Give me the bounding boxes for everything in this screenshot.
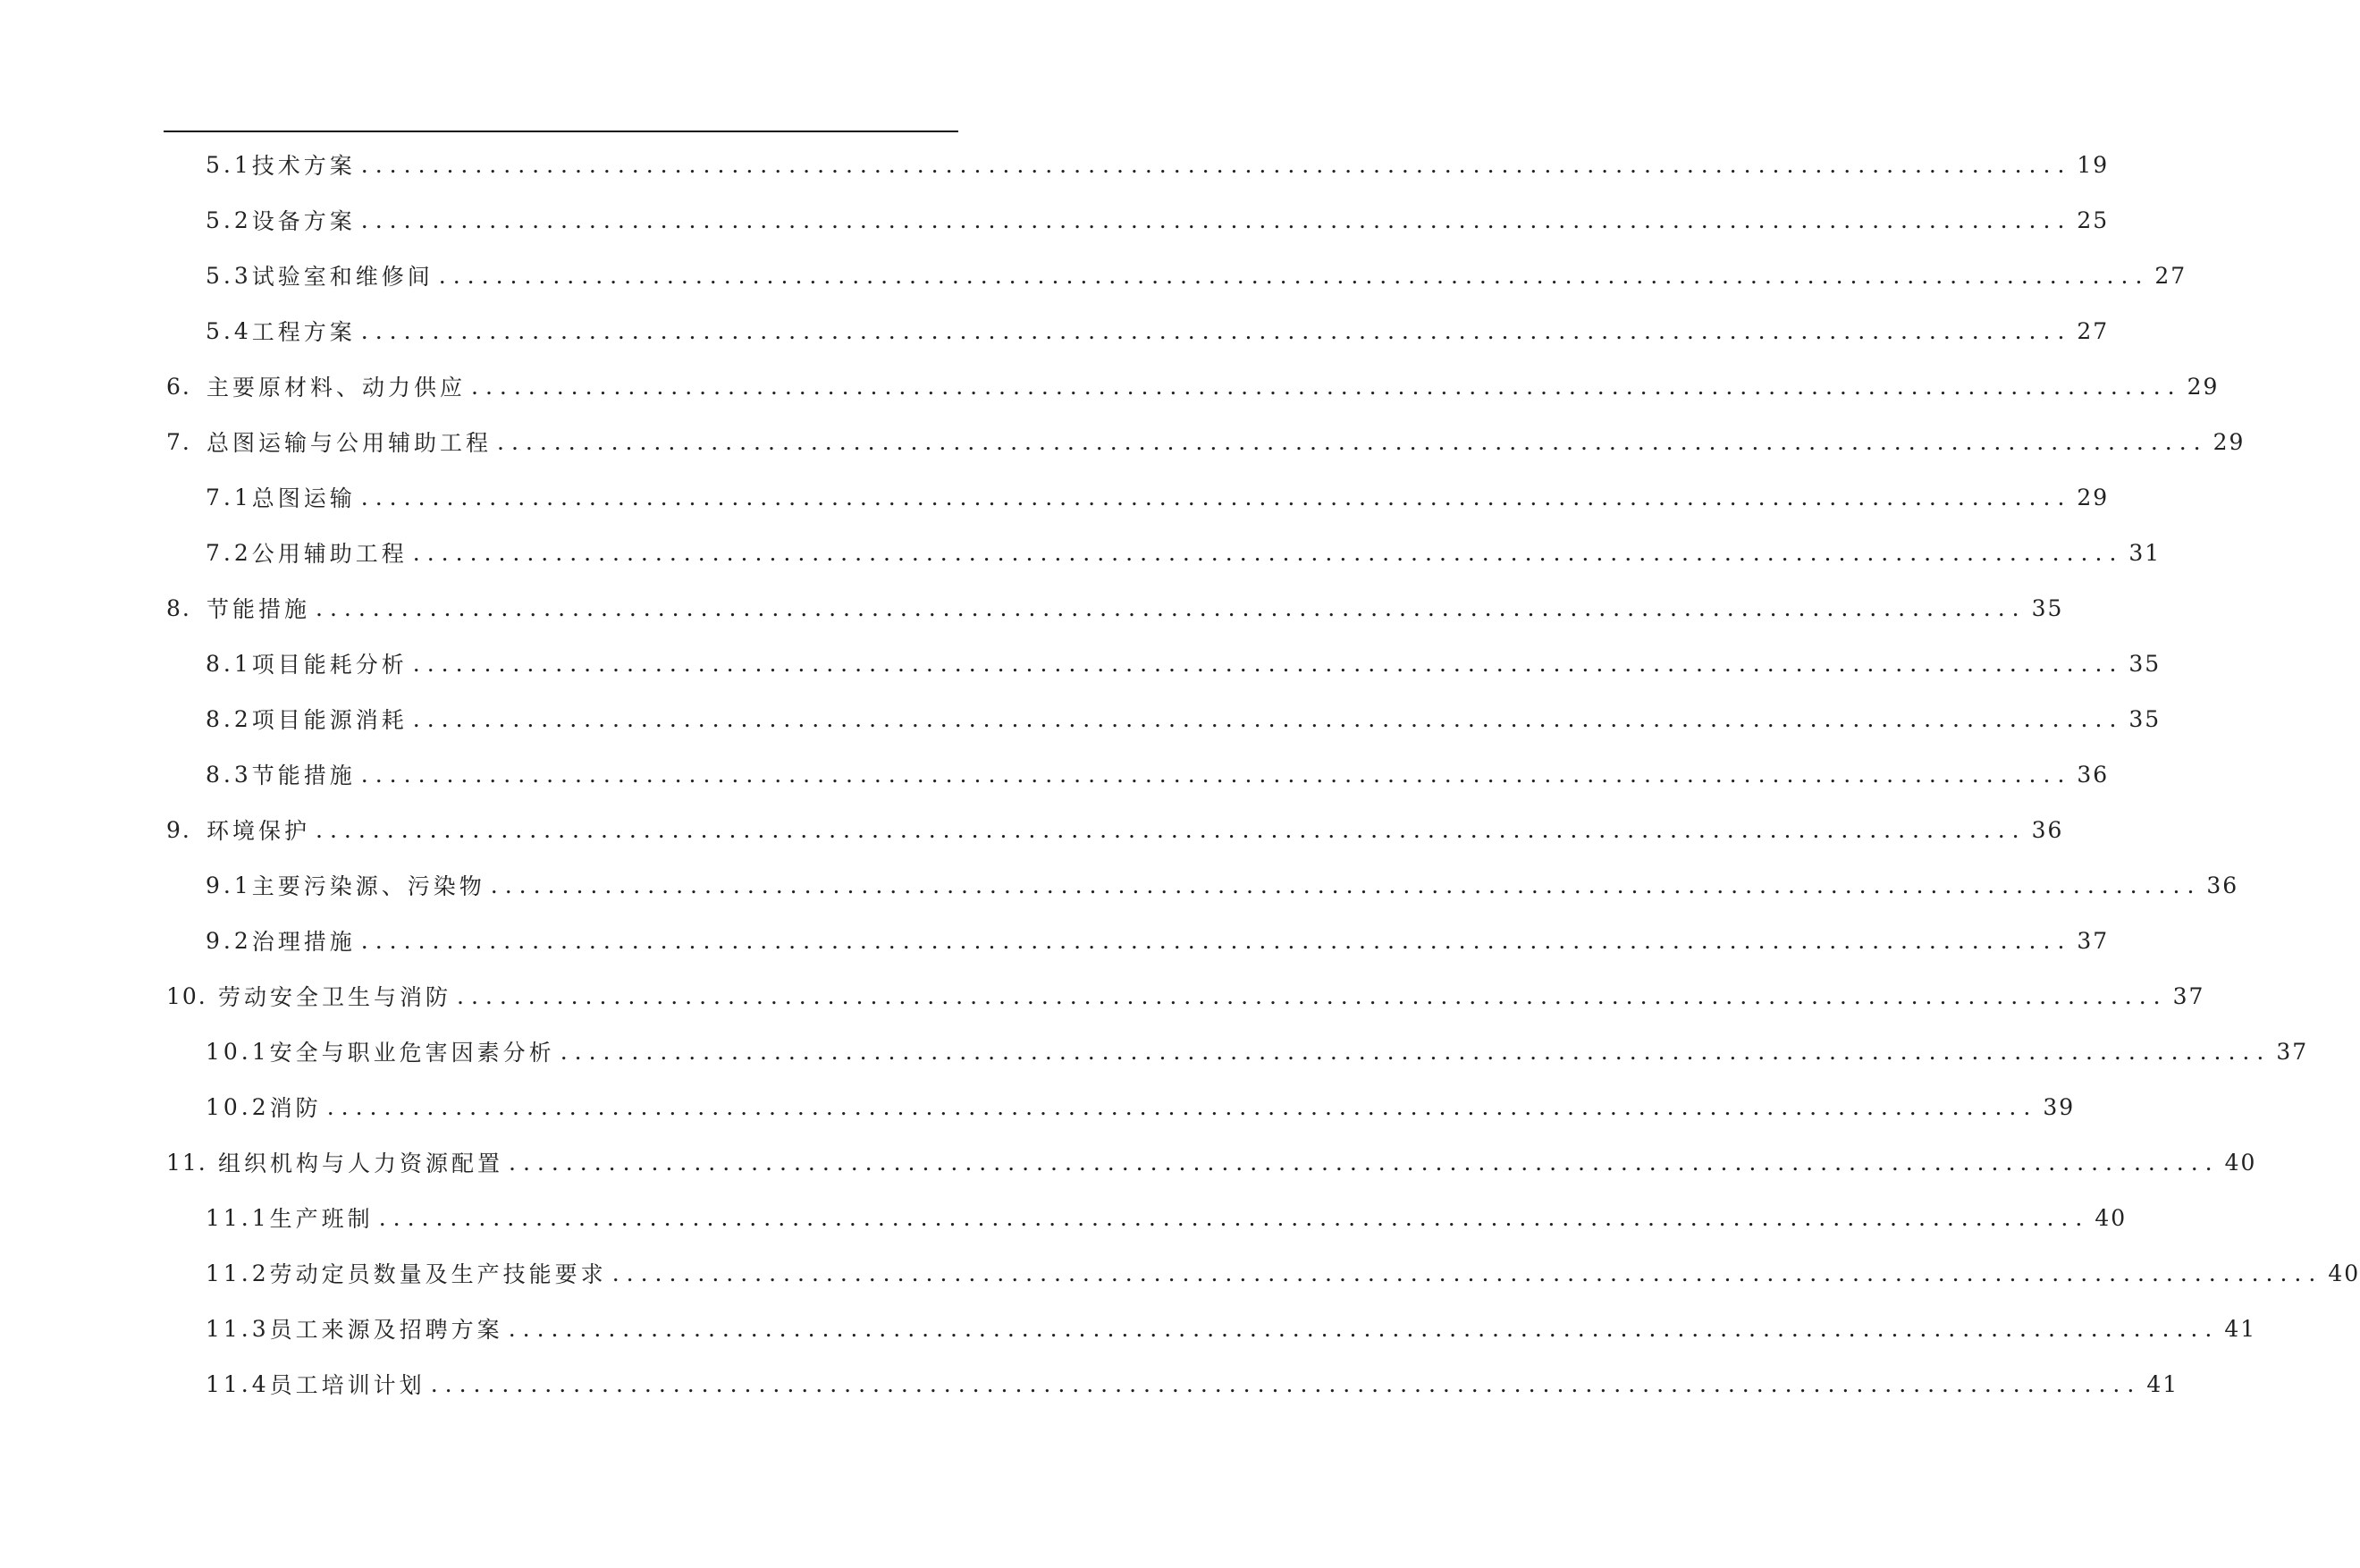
toc-entry-number: 11.3 [206, 1315, 270, 1342]
toc-entry-title: 设备方案 [251, 208, 356, 234]
toc-entry-title: 节能措施 [251, 763, 356, 788]
toc-leader-dots: ........................................................................................................................ [509, 1149, 2220, 1176]
toc-entry-page: 41 [2224, 1315, 2257, 1342]
toc-leader-dots: ........................................................................................................................ [457, 982, 2168, 1009]
toc-leader-dots: ........................................................................................................................ [378, 1204, 2090, 1231]
toc-entry-number: 8.1 [206, 650, 252, 677]
toc-leader-dots: ........................................................................................................................ [412, 650, 2124, 677]
toc-entry-page: 29 [2077, 484, 2110, 510]
toc-entry-number: 11.1 [206, 1204, 270, 1231]
toc-leader-dots: ........................................................................................................................ [560, 1038, 2272, 1065]
toc-entry-page: 36 [2031, 816, 2064, 843]
toc-entry-9[interactable] [166, 810, 2064, 849]
header-rule [164, 131, 958, 132]
toc-entry-number: 11.4 [206, 1370, 270, 1397]
toc-leader-dots: ........................................................................................................................ [360, 207, 2072, 233]
toc-entry-number: 8.2 [206, 705, 252, 732]
toc-entry-number: 10. [166, 982, 207, 1009]
toc-entry-9-2[interactable] [206, 921, 2110, 960]
toc-entry-8[interactable] [166, 588, 2064, 628]
toc-entry-page: 25 [2077, 207, 2110, 233]
toc-entry-page: 29 [2212, 428, 2246, 455]
toc-entry-8-3[interactable] [206, 754, 2110, 794]
toc-entry-number: 6. [166, 373, 191, 400]
toc-entry-7-1[interactable] [206, 477, 2110, 517]
toc-leader-dots: ........................................................................................................................ [360, 317, 2072, 344]
toc-entry-number: 5.2 [206, 207, 252, 233]
toc-entry-number: 7. [166, 428, 191, 455]
toc-entry-title: 技术方案 [251, 153, 356, 179]
toc-entry-page: 35 [2128, 705, 2162, 732]
toc-entry-title: 总图运输 [251, 485, 356, 511]
toc-leader-dots: ........................................................................................................................ [412, 539, 2124, 566]
toc-entry-number: 8. [166, 594, 191, 621]
toc-entry-title: 总图运输与公用辅助工程 [206, 430, 493, 456]
toc-entry-page: 29 [2187, 373, 2220, 400]
toc-entry-10-1[interactable] [206, 1032, 2309, 1071]
toc-entry-title: 生产班制 [269, 1206, 374, 1232]
toc-entry-title: 劳动定员数量及生产技能要求 [269, 1261, 607, 1287]
toc-leader-dots: ........................................................................................................................ [360, 151, 2072, 178]
toc-entry-title: 节能措施 [206, 596, 311, 622]
toc-entry-10[interactable] [166, 976, 2205, 1016]
toc-leader-dots: ........................................................................................................................ [316, 594, 2027, 621]
toc-leader-dots: ........................................................................................................................ [611, 1260, 2323, 1286]
toc-entry-title: 工程方案 [251, 319, 356, 345]
toc-entry-title: 劳动安全卫生与消防 [218, 984, 452, 1010]
toc-entry-number: 5.3 [206, 262, 252, 289]
toc-entry-number: 5.1 [206, 151, 252, 178]
toc-entry-title: 试验室和维修间 [251, 264, 434, 290]
toc-entry-number: 11. [166, 1149, 207, 1176]
toc-entry-number: 9.1 [206, 872, 252, 898]
toc-entry-title: 项目能源消耗 [251, 707, 408, 733]
toc-entry-number: 10.1 [206, 1038, 270, 1065]
toc-entry-11-4[interactable] [206, 1364, 2179, 1404]
toc-entry-7-2[interactable] [206, 533, 2162, 572]
toc-entry-number: 8.3 [206, 761, 252, 788]
toc-leader-dots: ........................................................................................................................ [508, 1315, 2220, 1342]
toc-entry-title: 员工来源及招聘方案 [269, 1317, 503, 1343]
toc-leader-dots: ........................................................................................................................ [430, 1370, 2142, 1397]
toc-entry-page: 31 [2128, 539, 2162, 566]
toc-entry-11-1[interactable] [206, 1198, 2128, 1237]
toc-entry-number: 5.4 [206, 317, 252, 344]
toc-leader-dots: ........................................................................................................................ [360, 927, 2072, 954]
toc-entry-title: 项目能耗分析 [251, 652, 408, 678]
toc-entry-11-2[interactable] [206, 1253, 2360, 1293]
toc-entry-title: 组织机构与人力资源配置 [218, 1151, 504, 1176]
toc-entry-5-2[interactable] [206, 200, 2110, 240]
toc-leader-dots: ........................................................................................................................ [316, 816, 2027, 843]
toc-leader-dots: ........................................................................................................................ [326, 1093, 2038, 1120]
toc-entry-page: 35 [2128, 650, 2162, 677]
toc-entry-title: 消防 [269, 1095, 322, 1121]
toc-entry-page: 27 [2077, 317, 2110, 344]
toc-entry-title: 环境保护 [206, 818, 311, 844]
toc-entry-title: 安全与职业危害因素分析 [269, 1040, 555, 1066]
toc-entry-number: 11.2 [206, 1260, 270, 1286]
toc-entry-page: 36 [2206, 872, 2239, 898]
toc-entry-number: 9. [166, 816, 191, 843]
toc-entry-page: 27 [2154, 262, 2187, 289]
toc-entry-title: 员工培训计划 [269, 1372, 426, 1398]
toc-leader-dots: ........................................................................................................................ [490, 872, 2202, 898]
toc-entry-5-3[interactable] [206, 256, 2187, 295]
toc-entry-11-3[interactable] [206, 1309, 2257, 1348]
toc-leader-dots: ........................................................................................................................ [412, 705, 2124, 732]
toc-entry-title: 公用辅助工程 [251, 541, 408, 567]
toc-entry-page: 40 [2094, 1204, 2128, 1231]
toc-entry-title: 主要原材料、动力供应 [206, 375, 467, 400]
toc-entry-9-1[interactable] [206, 865, 2239, 905]
toc-entry-page: 41 [2146, 1370, 2179, 1397]
toc-leader-dots: ........................................................................................................................ [360, 484, 2072, 510]
toc-entry-page: 40 [2328, 1260, 2360, 1286]
toc-entry-6[interactable] [166, 367, 2220, 406]
toc-entry-page: 39 [2043, 1093, 2076, 1120]
toc-leader-dots: ........................................................................................................................ [471, 373, 2182, 400]
toc-entry-page: 40 [2224, 1149, 2257, 1176]
toc-leader-dots: ........................................................................................................................ [497, 428, 2208, 455]
toc-entry-title: 治理措施 [251, 929, 356, 955]
toc-entry-number: 9.2 [206, 927, 252, 954]
toc-entry-page: 37 [2276, 1038, 2309, 1065]
toc-entry-7[interactable] [166, 422, 2246, 461]
toc-entry-5-4[interactable] [206, 311, 2110, 350]
toc-leader-dots: ........................................................................................................................ [438, 262, 2150, 289]
toc-entry-11[interactable] [166, 1142, 2257, 1182]
toc-entry-number: 7.2 [206, 539, 252, 566]
toc-entry-5-1[interactable] [206, 145, 2110, 184]
toc-entry-number: 7.1 [206, 484, 252, 510]
toc-entry-number: 10.2 [206, 1093, 270, 1120]
toc-entry-10-2[interactable] [206, 1087, 2076, 1126]
toc-entry-page: 19 [2077, 151, 2110, 178]
toc-entry-8-1[interactable] [206, 644, 2162, 683]
toc-entry-page: 37 [2172, 982, 2205, 1009]
toc-entry-title: 主要污染源、污染物 [251, 873, 485, 899]
toc-entry-page: 35 [2031, 594, 2064, 621]
toc-leader-dots: ........................................................................................................................ [360, 761, 2072, 788]
toc-entry-page: 37 [2077, 927, 2110, 954]
toc-entry-8-2[interactable] [206, 699, 2162, 738]
toc-entry-page: 36 [2077, 761, 2110, 788]
